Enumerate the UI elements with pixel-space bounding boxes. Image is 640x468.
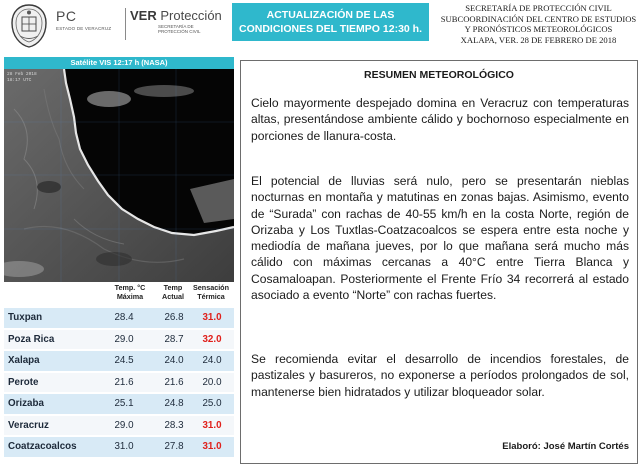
satellite-stamp-date: 28 Feb 2018 — [7, 72, 37, 77]
agency-line-4: XALAPA, VER. 28 DE FEBRERO DE 2018 — [460, 34, 617, 45]
table-row — [4, 394, 234, 416]
report-title-line-1: ACTUALIZACIÓN DE LAS — [266, 9, 395, 21]
header-actual-temp-line-1: Temp — [163, 283, 183, 292]
thermal-sensation: 24.0 — [202, 355, 222, 366]
agency-line-2: SUBCOORDINACIÓN DEL CENTRO DE ESTUDIOS — [440, 13, 637, 24]
ver-proteccion-logo — [130, 8, 220, 35]
header-max-temp — [102, 284, 158, 301]
city-name: Coatzacoalcos — [8, 441, 77, 452]
city-name: Veracruz — [8, 419, 49, 431]
report-title — [232, 3, 429, 41]
summary-title: RESUMEN METEOROLÓGICO — [364, 69, 514, 81]
thermal-sensation: 31.0 — [202, 312, 222, 323]
table-row — [4, 308, 234, 330]
table-row — [4, 351, 234, 373]
agency-line-1: SECRETARÍA DE PROTECCIÓN CIVIL — [465, 3, 612, 13]
satellite-caption: Satélite VIS 12:17 h (NASA) — [4, 57, 234, 69]
header-thermal-sensation — [188, 284, 234, 301]
header-divider — [125, 8, 126, 40]
max-temp: 25.1 — [114, 398, 134, 409]
city-name: Orizaba — [8, 398, 44, 409]
thermal-sensation: 31.0 — [202, 441, 222, 452]
temperature-table-header — [4, 283, 234, 308]
author-credit: Elaboró: José Martín Cortés — [502, 441, 629, 452]
summary-paragraph-3: Se recomienda evitar el desarrollo de incendios forestales, de pastizales y basureros, no exponerse a períodos prolongados de sol, mantenerse bien hidratados y utilizar bloqueador solar. — [251, 352, 629, 399]
thermal-sensation: 20.0 — [202, 376, 222, 388]
header-max-temp-line-2: Máxima — [116, 291, 144, 301]
actual-temp: 27.8 — [164, 441, 184, 452]
max-temp: 21.6 — [114, 376, 134, 388]
header-max-temp-line-1: Temp. °C — [114, 283, 146, 292]
pc-logo — [56, 8, 122, 31]
header-sensation-line-2: Térmica — [197, 291, 225, 301]
actual-temp: 26.8 — [164, 312, 184, 323]
actual-temp: 21.6 — [164, 376, 184, 388]
table-row — [4, 416, 234, 438]
table-row — [4, 437, 234, 459]
pc-logo-text: PC — [56, 8, 77, 24]
satellite-map-graphic — [4, 69, 234, 282]
thermal-sensation: 32.0 — [202, 333, 222, 345]
thermal-sensation: 25.0 — [202, 398, 222, 409]
satellite-stamp-time: 18:17 UTC — [7, 77, 32, 83]
header — [0, 0, 640, 52]
city-name: Perote — [8, 376, 39, 388]
city-name: Xalapa — [8, 355, 40, 366]
weather-summary-panel — [240, 60, 638, 464]
temperature-table — [4, 308, 234, 459]
satellite-timestamp — [7, 72, 37, 83]
satellite-image — [4, 69, 234, 282]
actual-temp: 24.0 — [164, 355, 184, 366]
actual-temp: 24.8 — [164, 398, 184, 409]
pc-logo-subtitle: ESTADO DE VERACRUZ — [56, 26, 112, 31]
thermal-sensation: 31.0 — [202, 419, 222, 431]
city-name: Tuxpan — [8, 312, 43, 323]
max-temp: 28.4 — [114, 312, 134, 323]
table-row — [4, 373, 234, 395]
max-temp: 29.0 — [114, 333, 134, 345]
city-name: Poza Rica — [8, 333, 55, 345]
ver-logo-subtitle-1: SECRETARÍA DE — [158, 24, 194, 29]
actual-temp: 28.3 — [164, 419, 184, 431]
header-actual-temp-line-2: Actual — [162, 291, 184, 301]
report-title-line-2: CONDICIONES DEL TIEMPO 12:30 h. — [238, 23, 422, 35]
proteccion-logo-text: Protección — [160, 8, 222, 23]
ver-logo-text: VER — [130, 8, 157, 23]
summary-paragraph-1: Cielo mayormente despejado domina en Veracruz con temperaturas altas, presentándose ambiente cálido y bochornoso especialmente en porciones de llanura-costa. — [251, 96, 629, 143]
header-sensation-line-1: Sensación — [193, 283, 229, 292]
actual-temp: 28.7 — [164, 333, 184, 345]
state-seal-icon — [8, 3, 50, 49]
summary-paragraph-2: El potencial de lluvias será nulo, pero se presentarán nieblas nocturnas en montaña y matutinas en zonas bajas. Asimismo, evento de “Surada” con rachas de 40-55 km/h en la costa Norte, región de Orizaba y Los Tuxtlas-Coatzacoalcos se espera entre esta noche y mediodía de mañana jueves, por lo que mañana será mucho más cálido con máximas cercanas a 40°C entre Tierra Blanca y Cosamaloapan. Posteriormente el Frente Frío 34 recorrerá al estado asociado a evento “Norte” con rachas fuertes. — [251, 174, 629, 303]
max-temp: 29.0 — [114, 419, 134, 431]
agency-block — [437, 3, 640, 45]
ver-logo-subtitle-2: PROTECCIÓN CIVIL — [158, 29, 201, 35]
max-temp: 24.5 — [114, 355, 134, 366]
table-row — [4, 330, 234, 352]
agency-line-3: Y PRONÓSTICOS METEOROLÓGICOS — [464, 24, 613, 34]
max-temp: 31.0 — [114, 441, 134, 452]
